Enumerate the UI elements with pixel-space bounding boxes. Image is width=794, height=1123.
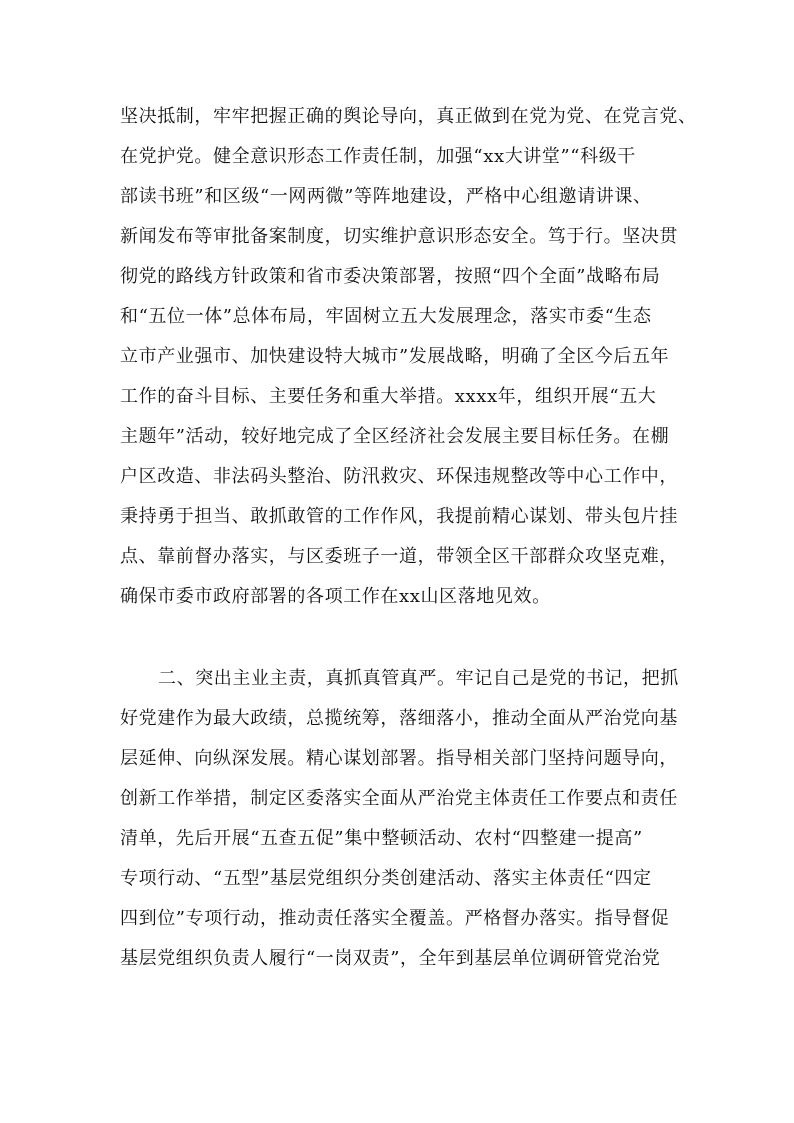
text-line: 清单，先后开展“五查五促”集中整顿活动、农村“四整建一提高” bbox=[120, 828, 643, 849]
text-line: 层延伸、向纵深发展。精心谋划部署。指导相关部门坚持问题导向， bbox=[120, 748, 678, 769]
text-line: 基层党组织负责人履行“一岗双责”，全年到基层单位调研管党治党 bbox=[120, 948, 661, 969]
text-line: 工作的奋斗目标、主要任务和重大举措。xxxx年，组织开展“五大 bbox=[120, 386, 657, 407]
text-line: 新闻发布等审批备案制度，切实维护意识形态安全。笃于行。坚决贯 bbox=[120, 226, 678, 247]
text-line: 好党建作为最大政绩，总揽统筹，落细落小，推动全面从严治党向基 bbox=[120, 708, 678, 729]
text-line: 秉持勇于担当、敢抓敢管的工作作风，我提前精心谋划、带头包片挂 bbox=[120, 506, 678, 527]
text-line: 专项行动、“五型”基层党组织分类创建活动、落实主体责任“四定 bbox=[120, 868, 652, 889]
text-line: 在党护党。健全意识形态工作责任制，加强“xx大讲堂”“科级干 bbox=[120, 146, 636, 167]
text-line: 点、靠前督办落实，与区委班子一道，带领全区干部群众攻坚克难， bbox=[120, 546, 678, 567]
section-heading-line: 二、突出主业主责，真抓真管真严。牢记自己是党的书记，把抓 bbox=[158, 668, 679, 689]
text-line: 主题年”活动，较好地完成了全区经济社会发展主要目标任务。在棚 bbox=[120, 426, 670, 447]
text-line: 创新工作举措，制定区委落实全面从严治党主体责任工作要点和责任 bbox=[120, 788, 678, 809]
text-line: 户区改造、非法码头整治、防汛救灾、环保违规整改等中心工作中， bbox=[120, 466, 678, 487]
text-line: 部读书班”和区级“一网两微”等阵地建设，严格中心组邀请讲课、 bbox=[120, 186, 652, 207]
text-line: 四到位”专项行动，推动责任落实全覆盖。严格督办落实。指导督促 bbox=[120, 908, 670, 929]
text-line: 和“五位一体”总体布局，牢固树立五大发展理念，落实市委“生态 bbox=[120, 306, 652, 327]
text-line: 彻党的路线方针政策和省市委决策部署，按照“四个全面”战略布局 bbox=[120, 266, 661, 287]
text-line: 确保市委市政府部署的各项工作在xx山区落地见效。 bbox=[120, 586, 551, 607]
text-line: 坚决抵制，牢牢把握正确的舆论导向，真正做到在党为党、在党言党、 bbox=[120, 106, 697, 127]
text-line: 立市产业强市、加快建设特大城市”发展战略，明确了全区今后五年 bbox=[120, 346, 670, 367]
